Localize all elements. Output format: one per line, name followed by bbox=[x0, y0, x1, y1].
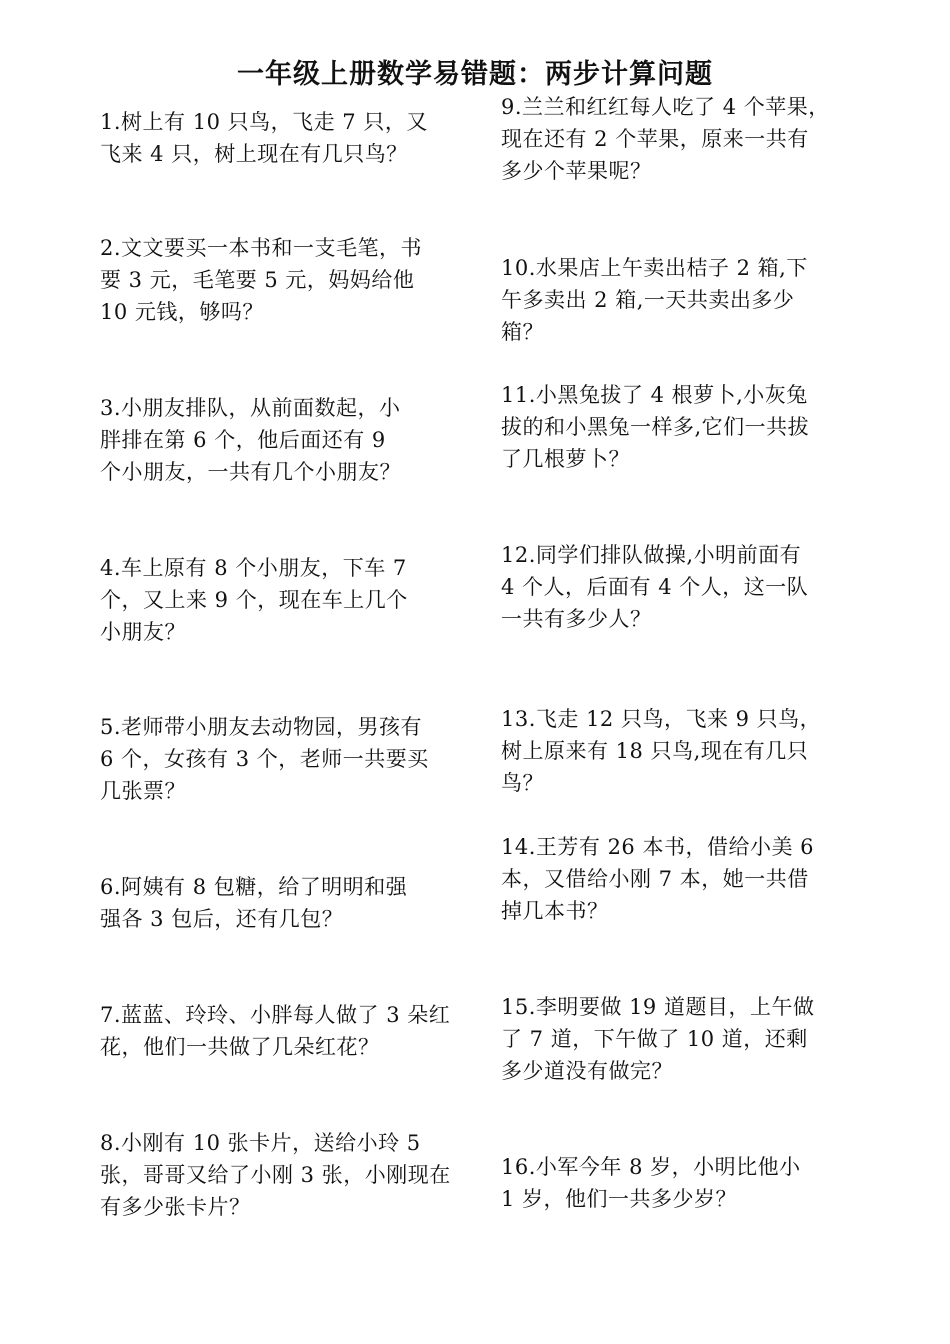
question-line: 树上原来有 18 只鸟,现在有几只 bbox=[501, 739, 809, 763]
question-12 bbox=[501, 539, 808, 635]
question-line: 11.小黑兔拔了 4 根萝卜,小灰兔 bbox=[501, 383, 808, 407]
question-line: 了几根萝卜？ bbox=[501, 447, 630, 471]
question-7 bbox=[100, 999, 450, 1063]
question-line: 强各 3 包后，还有几包？ bbox=[100, 907, 344, 931]
question-10 bbox=[501, 252, 808, 348]
question-2 bbox=[100, 232, 422, 328]
page-title: 一年级上册数学易错题：两步计算问题 bbox=[237, 59, 713, 90]
question-5 bbox=[100, 711, 429, 807]
question-line: 午多卖出 2 箱,一天共卖出多少 bbox=[501, 288, 795, 312]
question-line: 几张票？ bbox=[100, 779, 186, 803]
question-line: 10.水果店上午卖出桔子 2 箱,下 bbox=[501, 256, 808, 280]
question-line: 要 3 元，毛笔要 5 元，妈妈给他 bbox=[100, 268, 415, 292]
question-line: 14.王芳有 26 本书，借给小美 6 bbox=[501, 835, 815, 859]
question-line: 个小朋友，一共有几个小朋友？ bbox=[100, 460, 401, 484]
question-line: 多少道没有做完？ bbox=[501, 1059, 673, 1083]
question-line: 个，又上来 9 个，现在车上几个 bbox=[100, 588, 408, 612]
question-line: 2.文文要买一本书和一支毛笔，书 bbox=[100, 236, 423, 260]
question-line: 9.兰兰和红红每人吃了 4 个苹果， bbox=[501, 95, 830, 119]
question-6 bbox=[100, 871, 407, 935]
question-line: 胖排在第 6 个，他后面还有 9 bbox=[100, 428, 386, 452]
question-15 bbox=[501, 991, 814, 1087]
question-line: 7.蓝蓝、玲玲、小胖每人做了 3 朵红 bbox=[100, 1003, 451, 1027]
question-line: 鸟？ bbox=[501, 771, 544, 795]
question-line: 13.飞走 12 只鸟，飞来 9 只鸟， bbox=[501, 707, 822, 731]
question-line: 5.老师带小朋友去动物园，男孩有 bbox=[100, 715, 423, 739]
question-line: 6.阿姨有 8 包糖，给了明明和强 bbox=[100, 875, 408, 899]
question-1 bbox=[100, 106, 428, 170]
question-16 bbox=[501, 1151, 801, 1215]
question-line: 10 元钱，够吗？ bbox=[100, 300, 264, 324]
question-line: 15.李明要做 19 道题目，上午做 bbox=[501, 995, 815, 1019]
question-line: 3.小朋友排队，从前面数起，小 bbox=[100, 396, 401, 420]
question-line: 飞来 4 只，树上现在有几只鸟？ bbox=[100, 142, 408, 166]
question-line: 现在还有 2 个苹果，原来一共有 bbox=[501, 127, 809, 151]
question-4 bbox=[100, 552, 408, 648]
question-line: 张，哥哥又给了小刚 3 张，小刚现在 bbox=[100, 1163, 451, 1187]
question-line: 4.车上原有 8 个小朋友，下车 7 bbox=[100, 556, 407, 580]
question-line: 箱？ bbox=[501, 320, 544, 344]
question-line: 16.小军今年 8 岁，小明比他小 bbox=[501, 1155, 801, 1179]
question-line: 有多少张卡片？ bbox=[100, 1195, 251, 1219]
question-line: 12.同学们排队做操,小明前面有 bbox=[501, 543, 802, 567]
question-9 bbox=[501, 91, 830, 187]
question-3 bbox=[100, 392, 401, 488]
question-line: 一共有多少人？ bbox=[501, 607, 652, 631]
question-line: 掉几本书？ bbox=[501, 899, 609, 923]
question-line: 1.树上有 10 只鸟，飞走 7 只，又 bbox=[100, 110, 428, 134]
question-line: 6 个，女孩有 3 个，老师一共要买 bbox=[100, 747, 429, 771]
question-line: 拔的和小黑兔一样多,它们一共拔 bbox=[501, 415, 810, 439]
question-8 bbox=[100, 1127, 451, 1223]
question-line: 了 7 道，下午做了 10 道，还剩 bbox=[501, 1027, 808, 1051]
question-14 bbox=[501, 831, 814, 927]
question-13 bbox=[501, 703, 821, 799]
question-line: 8.小刚有 10 张卡片，送给小玲 5 bbox=[100, 1131, 421, 1155]
question-line: 1 岁，他们一共多少岁？ bbox=[501, 1187, 738, 1211]
question-line: 多少个苹果呢？ bbox=[501, 159, 652, 183]
question-line: 花，他们一共做了几朵红花？ bbox=[100, 1035, 380, 1059]
question-line: 4 个人，后面有 4 个人，这一队 bbox=[501, 575, 809, 599]
question-line: 小朋友？ bbox=[100, 620, 186, 644]
question-11 bbox=[501, 379, 809, 475]
question-line: 本，又借给小刚 7 本，她一共借 bbox=[501, 867, 809, 891]
